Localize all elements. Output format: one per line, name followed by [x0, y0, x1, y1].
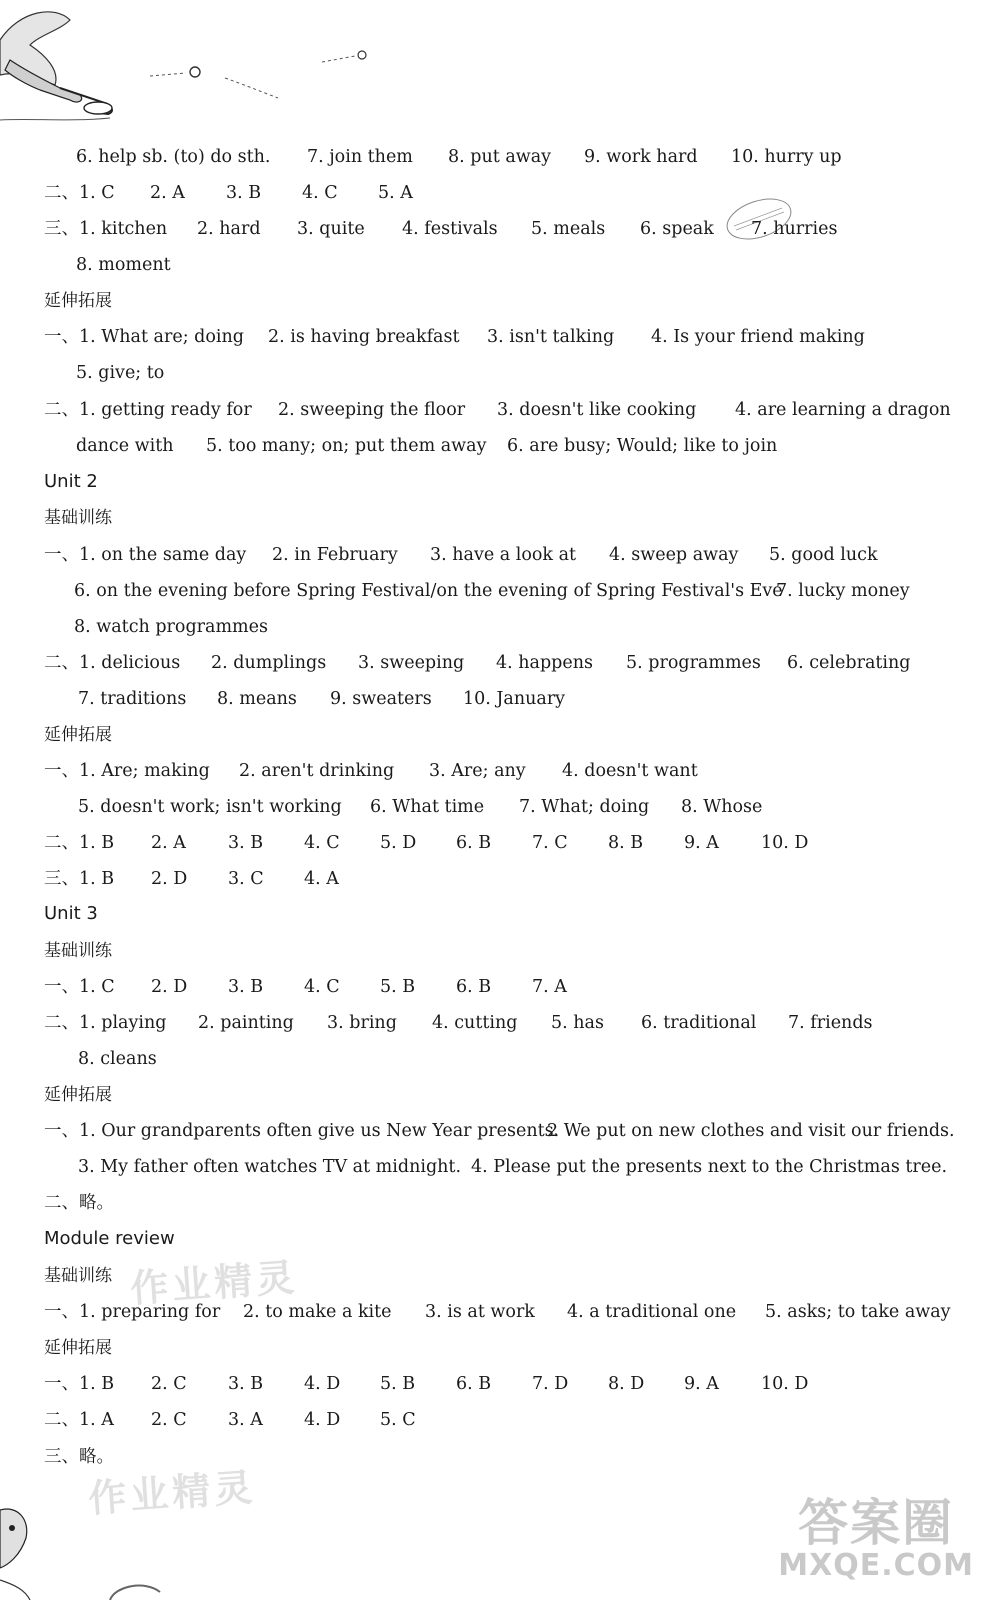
answer-item: 4. Please put the presents next to the Christmas tree. — [471, 1157, 948, 1177]
answer-item: 4. D — [304, 1410, 341, 1430]
answer-item: 5. D — [380, 833, 417, 853]
answer-item: 5. meals — [531, 219, 606, 239]
unit-heading: Module review — [44, 1228, 175, 1249]
answer-item: 6. are busy; Would; like to join — [507, 436, 778, 456]
answer-item: 二、1. A — [44, 1410, 114, 1430]
answer-item: 二、1. getting ready for — [44, 400, 252, 420]
answer-item: 10. January — [463, 689, 566, 709]
section-heading: 延伸拓展 — [44, 725, 112, 745]
corner-figure-illustration — [0, 1490, 190, 1600]
answer-item: 6. What time — [370, 797, 485, 817]
answer-item: 6. help sb. (to) do sth. — [76, 147, 271, 167]
answer-item: 5. programmes — [626, 653, 761, 673]
unit-heading: Unit 2 — [44, 471, 98, 492]
answer-item: 2. A — [150, 183, 185, 203]
answer-item: 3. have a look at — [430, 545, 577, 565]
section-heading: 延伸拓展 — [44, 1085, 112, 1105]
answer-item: 一、1. C — [44, 977, 115, 997]
answer-item: 4. doesn't want — [562, 761, 698, 781]
answer-item: 2. sweeping the floor — [278, 400, 466, 420]
answer-item: 7. What; doing — [519, 797, 650, 817]
section-heading: 基础训练 — [44, 508, 112, 528]
answer-item: 8. cleans — [78, 1049, 157, 1069]
answer-item: 二、1. C — [44, 183, 115, 203]
answer-item: 3. doesn't like cooking — [497, 400, 697, 420]
answer-item: 2. to make a kite — [243, 1302, 392, 1322]
answer-item: 7. A — [532, 977, 567, 997]
answer-item: dance with — [76, 436, 174, 456]
answer-item: 9. sweaters — [330, 689, 432, 709]
answer-item: 4. festivals — [402, 219, 498, 239]
answer-item: 二、1. playing — [44, 1013, 167, 1033]
answer-item: 7. D — [532, 1374, 569, 1394]
answer-item: 8. D — [608, 1374, 645, 1394]
answer-item: 4. Is your friend making — [651, 327, 865, 347]
section-heading: 延伸拓展 — [44, 291, 112, 311]
site-url: MXQE.COM — [778, 1548, 974, 1583]
answer-item: 2. C — [151, 1410, 187, 1430]
answer-item: 2. aren't drinking — [239, 761, 395, 781]
answer-item: 3. bring — [327, 1013, 397, 1033]
watermark-zuoye-2: 作业精灵 — [86, 1465, 258, 1521]
answer-item: 一、1. Our grandparents often give us New Year presents. — [44, 1121, 560, 1141]
answer-item: 4. a traditional one — [567, 1302, 737, 1322]
answer-item: 9. A — [684, 833, 719, 853]
answer-item: 5. B — [380, 1374, 416, 1394]
answer-item: 6. traditional — [641, 1013, 757, 1033]
answer-item: 4. C — [304, 977, 340, 997]
answer-item: 2. painting — [198, 1013, 294, 1033]
answer-item: 二、1. B — [44, 833, 115, 853]
answer-item: 5. B — [380, 977, 416, 997]
answer-item: 10. D — [761, 1374, 809, 1394]
site-name: 答案圈 — [798, 1494, 955, 1552]
answer-item: 2. dumplings — [211, 653, 327, 673]
answer-item: 4. C — [302, 183, 338, 203]
answer-item: 三、1. B — [44, 869, 115, 889]
answer-item: 3. isn't talking — [487, 327, 615, 347]
answer-item: 2. is having breakfast — [268, 327, 460, 347]
answer-item: 3. A — [228, 1410, 263, 1430]
answer-item: 7. friends — [788, 1013, 873, 1033]
answer-item: 2. C — [151, 1374, 187, 1394]
answer-item: 5. doesn't work; isn't working — [78, 797, 342, 817]
answer-item: 9. A — [684, 1374, 719, 1394]
section-heading: 延伸拓展 — [44, 1338, 112, 1358]
answer-item: 4. sweep away — [609, 545, 739, 565]
answer-item: 8. B — [608, 833, 644, 853]
answer-item: 6. speak — [640, 219, 714, 239]
answer-item: 3. My father often watches TV at midnight. — [78, 1157, 462, 1177]
answer-item: 三、1. kitchen — [44, 219, 168, 239]
watermark-zuoye-1: 作业精灵 — [128, 1255, 300, 1311]
answer-item: 一、1. B — [44, 1374, 115, 1394]
answer-item: 7. C — [532, 833, 568, 853]
answer-item: 4. cutting — [432, 1013, 518, 1033]
answer-item: 4. are learning a dragon — [735, 400, 951, 420]
answer-item: 二、略。 — [44, 1193, 114, 1213]
answer-item: 8. moment — [76, 255, 171, 275]
answer-item: 一、1. preparing for — [44, 1302, 221, 1322]
answer-item: 6. B — [456, 1374, 492, 1394]
answer-item: 5. A — [378, 183, 413, 203]
answer-item: 7. join them — [307, 147, 413, 167]
answer-item: 4. C — [304, 833, 340, 853]
answer-item: 3. B — [228, 977, 264, 997]
answer-item: 3. sweeping — [358, 653, 465, 673]
answer-item: 6. on the evening before Spring Festival/on the evening of Spring Festival's Eve — [74, 581, 783, 601]
answer-item: 2. A — [151, 833, 186, 853]
answer-item: 2 We put on new clothes and visit our friends. — [547, 1121, 955, 1141]
answer-item: 3. B — [226, 183, 262, 203]
answer-item: 5. asks; to take away — [765, 1302, 951, 1322]
answer-item: 一、1. What are; doing — [44, 327, 244, 347]
answer-item: 3. Are; any — [429, 761, 526, 781]
answer-item: 10. hurry up — [731, 147, 842, 167]
answer-item: 8. means — [217, 689, 297, 709]
site-watermark — [778, 1496, 974, 1582]
hockey-player-illustration — [0, 0, 380, 130]
answer-item: 三、略。 — [44, 1447, 114, 1467]
answer-item: 2. D — [151, 869, 188, 889]
answer-item: 4. happens — [496, 653, 593, 673]
answer-item: 一、1. on the same day — [44, 545, 247, 565]
answer-item: 3. is at work — [425, 1302, 535, 1322]
answer-item: 3. quite — [297, 219, 365, 239]
answer-item: 6. B — [456, 977, 492, 997]
answer-item: 8. watch programmes — [74, 617, 268, 637]
answer-item: 7. hurries — [751, 219, 838, 239]
answer-item: 5. give; to — [76, 363, 165, 383]
answer-item: 10. D — [761, 833, 809, 853]
answer-item: 8. Whose — [681, 797, 763, 817]
answer-item: 2. D — [151, 977, 188, 997]
answer-item: 3. C — [228, 869, 264, 889]
answer-item: 4. D — [304, 1374, 341, 1394]
answer-item: 5. good luck — [769, 545, 878, 565]
answer-item: 4. A — [304, 869, 339, 889]
section-heading: 基础训练 — [44, 1266, 112, 1286]
answer-item: 9. work hard — [584, 147, 698, 167]
answer-item: 二、1. delicious — [44, 653, 181, 673]
answer-item: 2. hard — [197, 219, 261, 239]
answer-item: 7. lucky money — [776, 581, 910, 601]
answer-item: 6. B — [456, 833, 492, 853]
answer-item: 6. celebrating — [787, 653, 911, 673]
answer-item: 3. B — [228, 1374, 264, 1394]
answer-item: 5. has — [551, 1013, 604, 1033]
answer-item: 一、1. Are; making — [44, 761, 210, 781]
answer-item: 5. too many; on; put them away — [206, 436, 487, 456]
answer-item: 7. traditions — [78, 689, 187, 709]
answer-item: 8. put away — [448, 147, 552, 167]
answer-item: 3. B — [228, 833, 264, 853]
answer-item: 5. C — [380, 1410, 416, 1430]
section-heading: 基础训练 — [44, 941, 112, 961]
answer-item: 2. in February — [272, 545, 398, 565]
unit-heading: Unit 3 — [44, 903, 98, 924]
